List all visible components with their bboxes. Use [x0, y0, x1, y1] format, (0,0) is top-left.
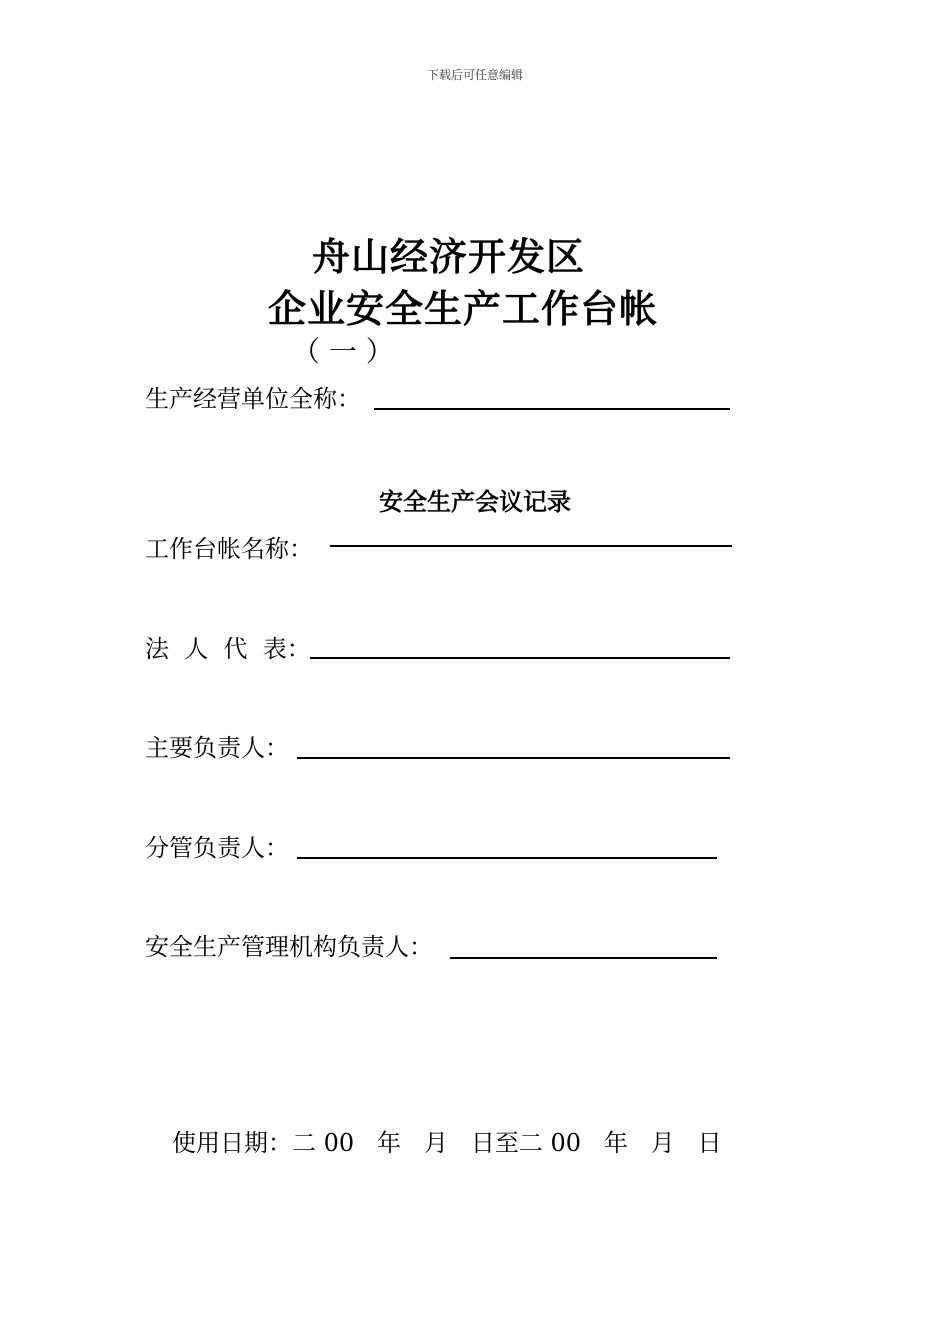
header-note: 下载后可任意编辑	[426, 68, 523, 82]
section-heading: 安全生产会议记录	[379, 488, 571, 516]
ledger-name-field[interactable]	[330, 545, 732, 547]
title-line-2: 企业安全生产工作台帐	[268, 287, 659, 331]
legal-rep-field[interactable]	[310, 657, 730, 659]
legal-rep-label: 法 人 代 表：	[145, 635, 311, 663]
deputy-person-field[interactable]	[297, 857, 717, 859]
deputy-person-label: 分管负责人：	[145, 834, 289, 862]
main-person-label: 主要负责人：	[145, 734, 289, 762]
unit-name-field[interactable]	[374, 408, 730, 410]
title-volume-number: （ 一 ）	[292, 335, 394, 368]
usage-date: 使用日期：二 00 年 月 日至二 00 年 月 日	[172, 1129, 722, 1157]
safety-head-field[interactable]	[450, 957, 717, 959]
title-line-1: 舟山经济开发区	[312, 235, 586, 279]
safety-head-label: 安全生产管理机构负责人：	[145, 933, 433, 961]
main-person-field[interactable]	[297, 757, 730, 759]
unit-name-label: 生产经营单位全称：	[145, 385, 361, 413]
ledger-name-label: 工作台帐名称：	[145, 535, 313, 563]
